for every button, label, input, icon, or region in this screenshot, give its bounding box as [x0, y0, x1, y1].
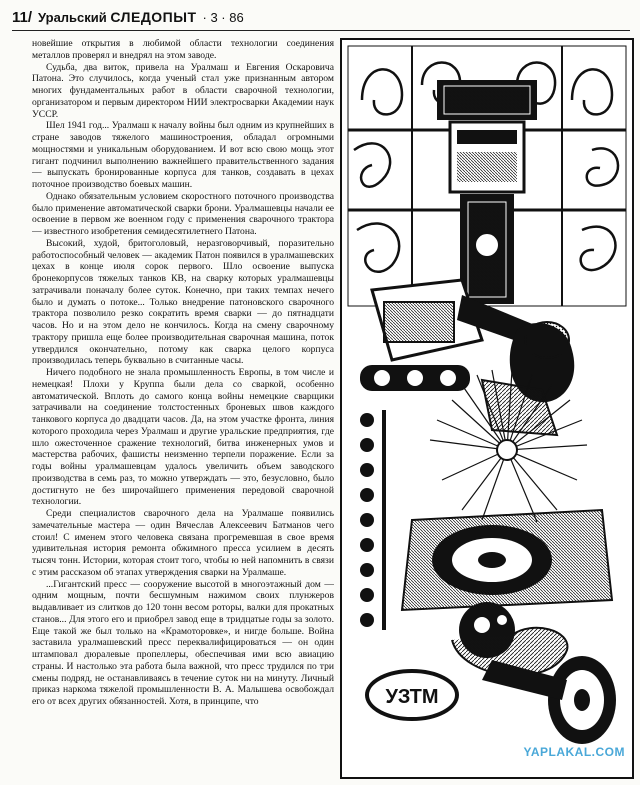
page-number: 11/: [12, 8, 33, 26]
article-paragraph: Однако обязательным условием скоростного поточного производства было применение автоматической сварки брони. Уралмашевцы начали ее освоение в первом же военном году с применения сварочного трактора — известного изобретения семидесятилетнего Патона.: [32, 190, 334, 237]
article-paragraph: ...Гигантский пресс — сооружение высотой в многоэтажный дом — одним мощным, почти бесшумным нажимом своих плунжеров выдавливает из слитков до 120 тонн весом роторы, валки для прокатных станов... Для этого его и приобрел завод еще в тридцатые годы за золото. Еще такой же был только на «Крамоторовке», и нигде больше. Война заставила уралмашевский пресс переквалифицироваться — он один штамповал дюралевые пропеллеры, обеспечивая ими всю авиацию страны. И настолько эта работа была важной, что пресс трудился по три смены подряд, не останавливаясь в течение суток ни на минуту. Личный приказ наркома тяжелой промышленности В. А. Малышева освобождал его от всех других обязанностей. Хотя, в принципе, что: [32, 578, 334, 707]
wheel-assembly: [402, 510, 612, 610]
logo-text: УЗТМ: [385, 686, 439, 708]
article-paragraph: Ничего подобного не знала промышленность Европы, в том числе и немецкая! Плохи у Круппа были дела со сваркой, особенно автоматической. Вплоть до самого конца войны немецкие сварщики затрачивали на соединение толстостенных броневых швов каждого танкового корпуса до двадцати часов. Да, на этом участке фронта, линия которого проходила через Уралмаш и другие уральские предприятия, где шло ожесточенное сражение технологий, битва инженерных умов и мастерства рабочих, фашисты неизменно терпели поражение. Если за годы войны уралмашевцам удалось увеличить объем заводского производства в семь раз, то можно утверждать — это, безусловно, было достигнуто не без широчайшего применения передовой сварочной технологии.: [32, 367, 334, 508]
article-paragraph: Среди специалистов сварочного дела на Уралмаше появились замечательные мастера — один Вячеслав Алексеевич Батманов чего стоил! С именем этого человека связана прогремевшая в свое время удивительная история ремонта обжимного пресса усилием в десять тысяч тонн. Истории, которая стоит того, чтобы ю ней напомнить в связи с этим рассказом об этапах утверждения сварки на Уралмаше.: [32, 508, 334, 578]
welder-figure: [482, 322, 574, 435]
rosette-column: [360, 410, 386, 630]
magazine-prefix: Уральский: [38, 10, 107, 25]
illustration-panel: [340, 38, 634, 779]
issue-number: · 3 · 86: [202, 9, 244, 25]
site-watermark: YAPLAKAL.COM: [523, 745, 625, 759]
engraving-illustration: [342, 40, 632, 777]
rotor-machine: [452, 602, 616, 744]
article-paragraph: Судьба, два виток, привела на Уралмаш и Евгения Оскаровича Патона. Это случилось, когда ученый стал уже признанным автором многих фундаментальных работ в области сварочной технологии, организатором и первым директором НИИ электросварки Академии наук УССР.: [32, 61, 334, 120]
article-paragraph: Шел 1941 год... Уралмаш к началу войны был одним из крупнейших в стране заводов тяжелого машиностроения, обладал огромными мощностями и уникальным оборудованием. И вот всю свою мощь этот гигант подчинил выполнению важнейшего правительственного задания — выпускать бронированные корпуса для танков, создавать в цехах поточное производство боевых машин.: [32, 120, 334, 190]
uztm-logo: [367, 671, 457, 719]
magazine-title: [38, 9, 196, 25]
header-divider: [12, 30, 630, 31]
article-paragraph: Высокий, худой, бритоголовый, неразговорчивый, поразительно работоспособный человек — академик Патон появился в уралмашевских цехах в конце июля сорок первого. Шло освоение выпуска бронекорпусов тяжелых танков КВ, на сварку которых уралмашевцы затрачивали поначалу более суток. Конечно, при таких темпах нечего было и думать о потоке... Только внедрение патоновского сварочного трактора позволило резко сократить время сварки — до пятнадцати часов. Но и на этом дело не кончилось. Когда на смену сварочному трактору пришла еще более производительная сварочная машина, поток утвердился окончательно, потому как сварка целого корпуса производилась теперь буквально в считанные часы.: [32, 237, 334, 367]
article-column: [32, 38, 334, 781]
magazine-name: СЛЕДОПЫТ: [110, 9, 197, 25]
page-header: [12, 6, 630, 28]
article-paragraph: новейшие открытия в любимой области технологии соединения металлов проверял и внедрял на этом заводе.: [32, 38, 334, 61]
